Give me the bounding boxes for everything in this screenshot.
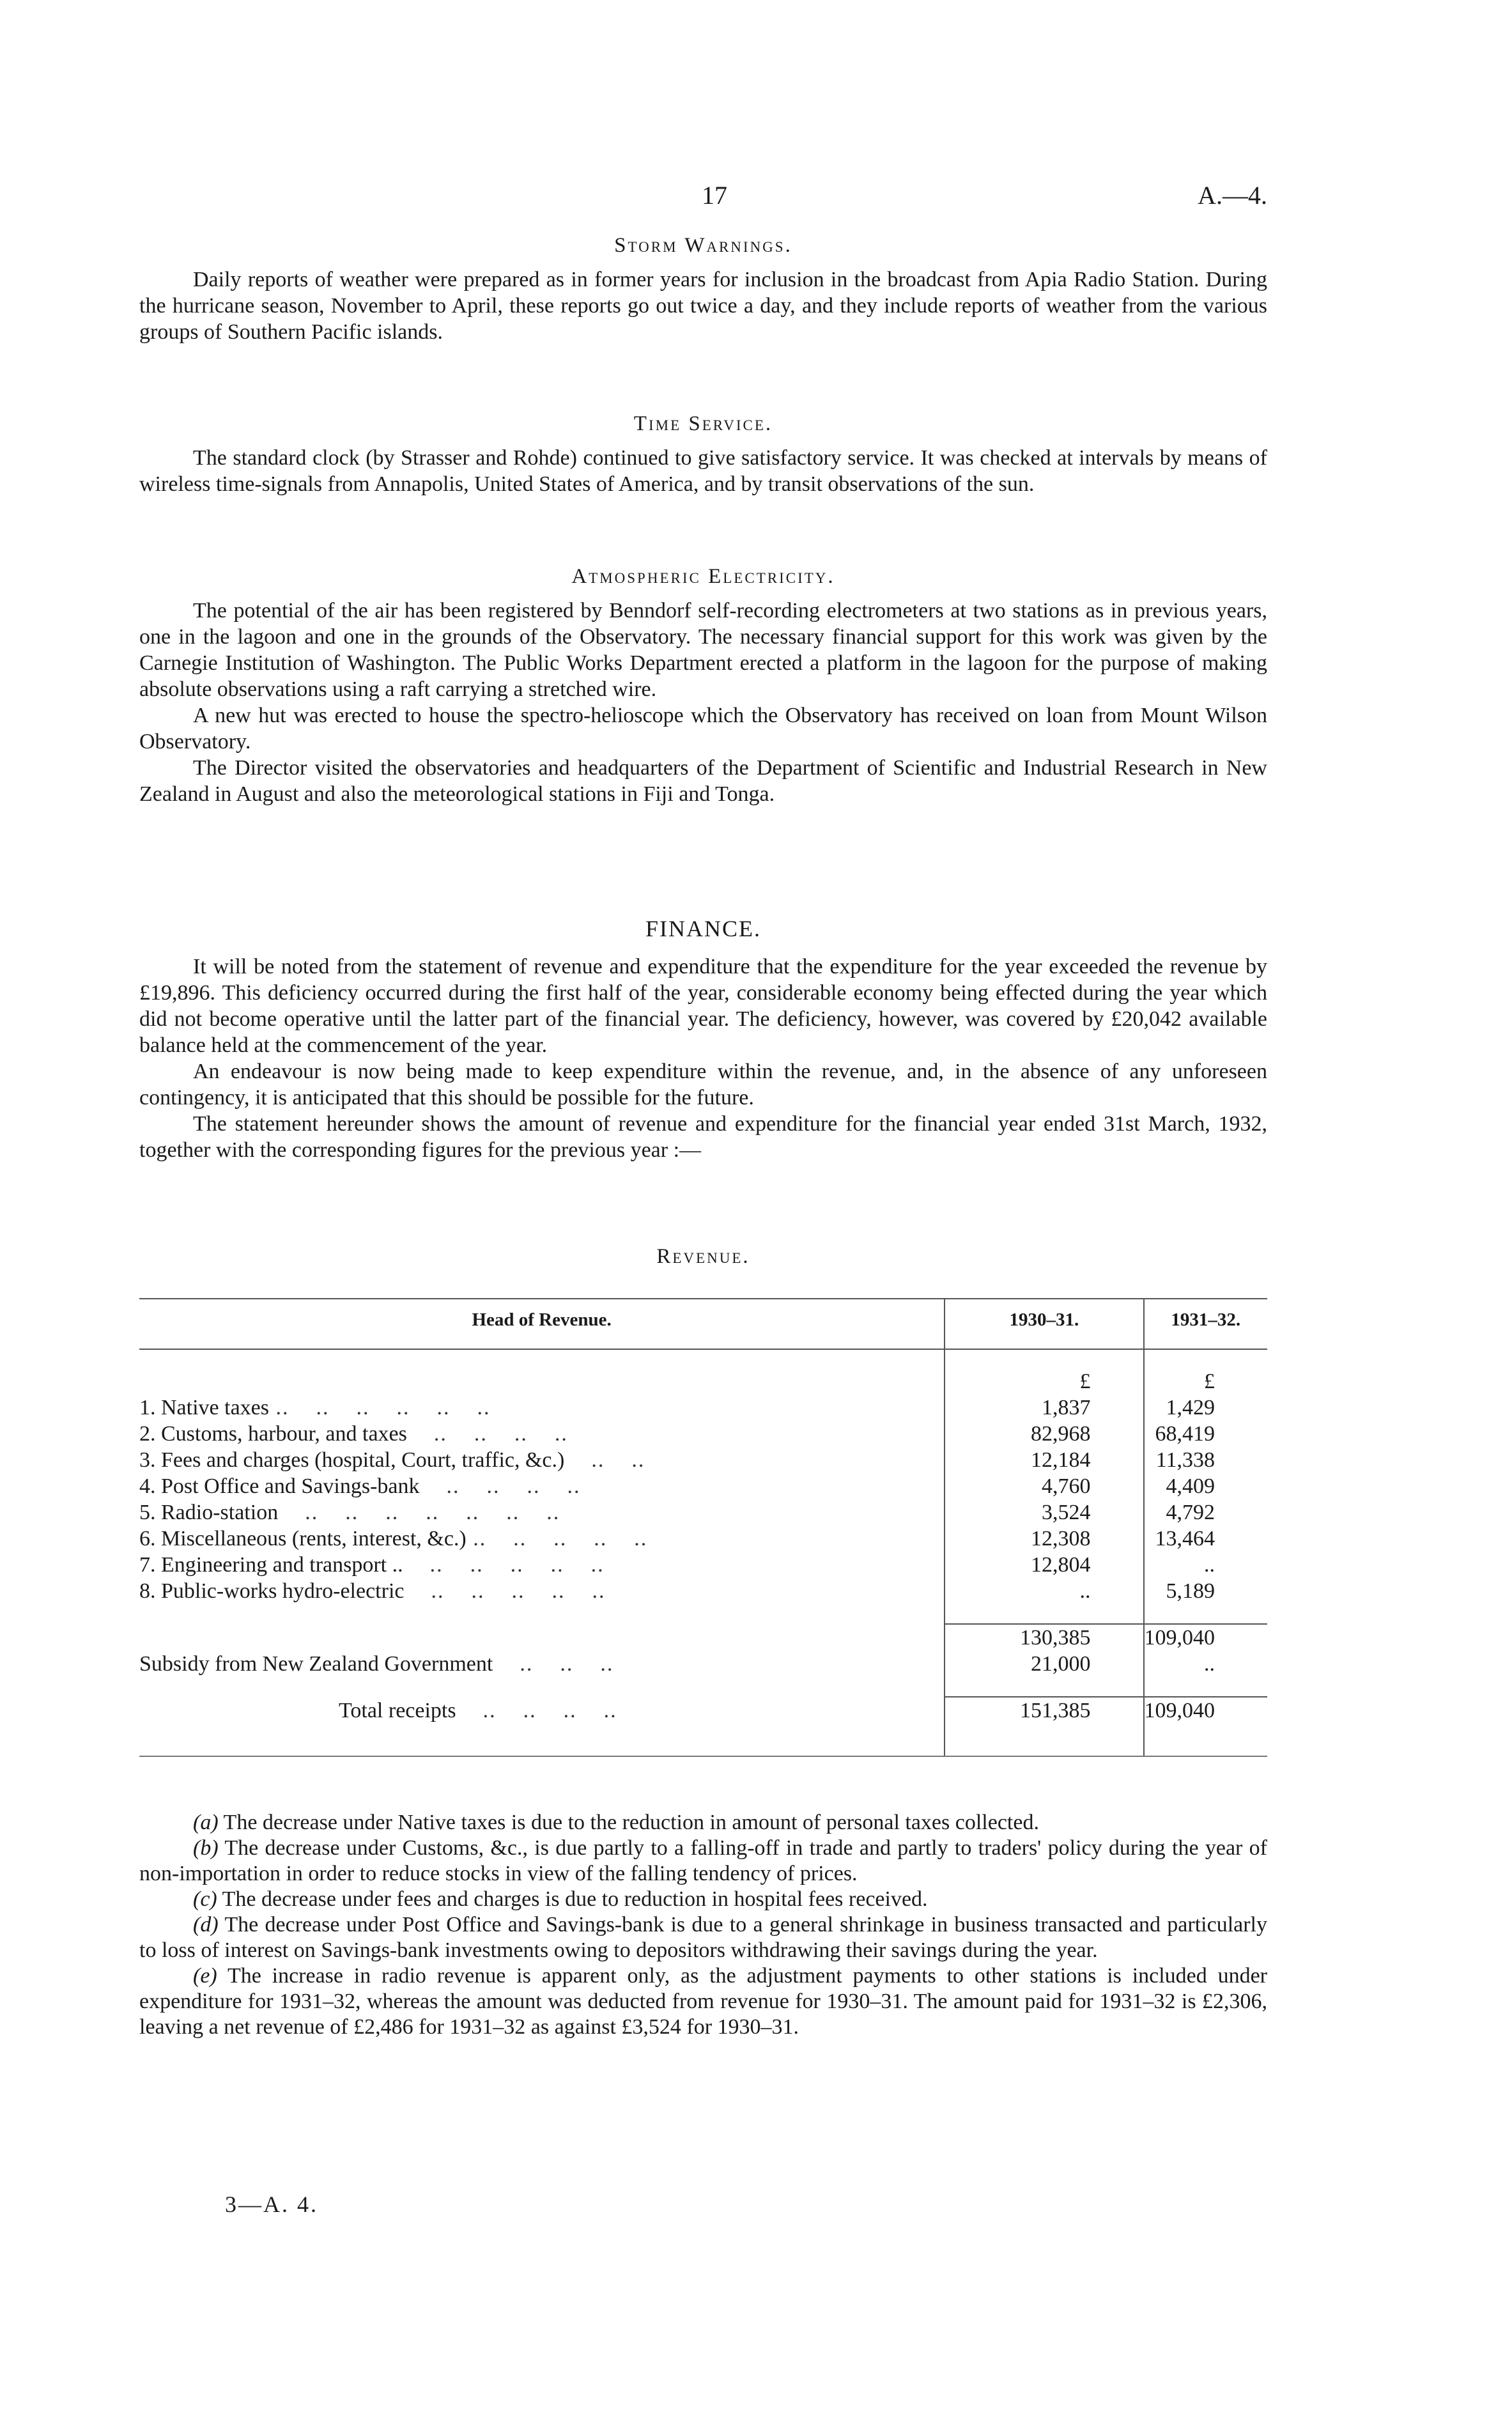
subtotal-1930-31: 130,385: [945, 1624, 1143, 1651]
spacer-row: [139, 1677, 1267, 1697]
footnote-mark: (a): [193, 1811, 219, 1834]
table-row: [139, 1473, 1267, 1499]
unit-label: £: [1144, 1349, 1268, 1395]
footnotes: [139, 1810, 1267, 2040]
cell-1930-31: 12,804: [945, 1552, 1143, 1578]
table-row: [139, 1395, 1267, 1421]
paragraph: The standard clock (by Strasser and Rohde) continued to give satisfactory service. It was checked at intervals by means of wireless time-signals from Annapolis, United States of America, and by transit observations of the sun.: [139, 446, 1267, 496]
footnote: (a) The decrease under Native taxes is due to the reduction in amount of personal taxes collected.: [193, 1811, 1039, 1834]
paragraph: A new hut was erected to house the spectro-helioscope which the Observatory has received on loan from Mount Wilson Observatory.: [139, 704, 1267, 754]
paragraph: The statement hereunder shows the amount of revenue and expenditure for the financial year ended 31st March, 1932, together with the corresponding figures for the previous year :—: [139, 1112, 1267, 1162]
row-label: Subsidy from New Zealand Government: [139, 1652, 493, 1676]
leader-dots: .. .. .. ..: [406, 1422, 568, 1446]
cell-1931-32: 11,338: [1144, 1447, 1268, 1473]
cell-1931-32: 4,409: [1144, 1473, 1268, 1499]
footnote: (b) The decrease under Customs, &c., is due partly to a falling-off in trade and partly to traders' policy during the year of non-importation in order to reduce stocks in view of the falling tendency of prices.: [139, 1836, 1267, 1885]
row-label: Total receipts: [339, 1698, 456, 1722]
footnote-mark: (c): [193, 1887, 217, 1911]
paragraph: An endeavour is now being made to keep expenditure within the revenue, and, in the absence of any unforeseen contingency, it is anticipated that this should be possible for the future.: [139, 1060, 1267, 1110]
table-header-row: [139, 1299, 1267, 1349]
signature-mark: 3—A. 4.: [225, 2192, 318, 2217]
footnote-mark: (d): [193, 1913, 219, 1937]
row-label: 4. Post Office and Savings-bank: [139, 1474, 420, 1498]
cell-1931-32: 4,792: [1144, 1499, 1268, 1526]
total-1931-32: 109,040: [1144, 1697, 1268, 1724]
footnote: (d) The decrease under Post Office and Savings-bank is due to a general shrinkage in business transacted and particularly to loss of interest on Savings-bank investments owing to depositors withdrawing their savings during the year.: [139, 1913, 1268, 1962]
row-label: 7. Engineering and transport ..: [139, 1553, 403, 1577]
unit-label: £: [945, 1349, 1143, 1395]
cell-1930-31: ..: [945, 1578, 1143, 1604]
leader-dots: .. .. .. ..: [456, 1698, 617, 1722]
cell-1930-31: 1,837: [945, 1395, 1143, 1421]
row-label: 6. Miscellaneous (rents, interest, &c.): [139, 1527, 467, 1550]
cell-1931-32: 68,419: [1144, 1421, 1268, 1447]
row-label: 8. Public-works hydro-electric: [139, 1579, 405, 1603]
leader-dots: .. .. .. ..: [419, 1474, 581, 1498]
storm-warnings-section: [139, 234, 1267, 345]
total-1930-31: 151,385: [945, 1697, 1143, 1724]
table-row: [139, 1447, 1267, 1473]
footnote: (e) The increase in radio revenue is apparent only, as the adjustment payments to other stations is included under expenditure for 1931–32, whereas the amount was deducted from revenue for 1930–31. The amount paid for 1931–32 is £2,306, leaving a net revenue of £2,486 for 1931–32 as against £3,524 for 1930–31.: [139, 1964, 1267, 2039]
leader-dots: .. ..: [564, 1448, 645, 1472]
spacer-row: [139, 1604, 1267, 1624]
finance-section: [139, 915, 1267, 1163]
cell-1930-31: 3,524: [945, 1499, 1143, 1526]
document-reference: A.—4.: [1198, 181, 1267, 210]
subsidy-row: [139, 1651, 1267, 1677]
leader-dots: .. .. .. .. ..: [404, 1579, 606, 1603]
leader-dots: .. .. ..: [493, 1652, 614, 1676]
cell-1931-32: 5,189: [1144, 1578, 1268, 1604]
cell-1931-32: ..: [1144, 1552, 1268, 1578]
table-row: [139, 1552, 1267, 1578]
paragraph: The Director visited the observatories and headquarters of the Department of Scientific and Industrial Research in New Zealand in August and also the meteorological stations in Fiji and Tonga.: [139, 756, 1267, 806]
leader-dots: .. .. .. .. ..: [403, 1553, 605, 1577]
table-title: Revenue.: [656, 1245, 750, 1268]
subtotal-1931-32: 109,040: [1144, 1624, 1268, 1651]
row-label: 5. Radio-station: [139, 1501, 279, 1524]
time-service-section: [139, 412, 1267, 497]
cell-1930-31: 12,184: [945, 1447, 1143, 1473]
subtotal-row: [139, 1624, 1267, 1651]
total-row: [139, 1697, 1267, 1724]
table-row: [139, 1499, 1267, 1526]
cell-1931-32: 1,429: [1144, 1395, 1268, 1421]
section-title: Time Service.: [633, 412, 773, 435]
section-title: Storm Warnings.: [614, 234, 792, 257]
leader-dots: .. .. .. .. ..: [466, 1527, 648, 1550]
cell-1930-31: 12,308: [945, 1526, 1143, 1552]
unit-row: [139, 1349, 1267, 1395]
cell-1930-31: 4,760: [945, 1473, 1143, 1499]
row-label: 2. Customs, harbour, and taxes: [139, 1422, 407, 1446]
cell-1930-31: 82,968: [945, 1421, 1143, 1447]
leader-dots: .. .. .. .. .. .. ..: [278, 1501, 560, 1524]
table-bottom-rule: [139, 1724, 1267, 1756]
page-number: 17: [702, 181, 727, 210]
subsidy-1930-31: 21,000: [945, 1651, 1143, 1677]
subsidy-1931-32: ..: [1144, 1651, 1268, 1677]
paragraph: It will be noted from the statement of revenue and expenditure that the expenditure for the year exceeded the revenue by £19,896. This deficiency occurred during the first half of the year, considerable economy being effected during the year which did not become operative until the latter part of the financial year. The deficiency, however, was covered by £20,042 available balance held at the commencement of the year.: [139, 955, 1267, 1057]
section-title: FINANCE.: [645, 916, 761, 941]
column-header: Head of Revenue.: [472, 1310, 612, 1330]
footnote-mark: (e): [193, 1964, 217, 1988]
atmospheric-electricity-section: [139, 565, 1267, 807]
leader-dots: .. .. .. .. .. ..: [269, 1396, 491, 1419]
paragraph: Daily reports of weather were prepared as in former years for inclusion in the broadcast from Apia Radio Station. During the hurricane season, November to April, these reports go out twice a day, and they include reports of weather from the various groups of Southern Pacific islands.: [139, 268, 1267, 344]
paragraph: The potential of the air has been registered by Benndorf self-recording electrometers at two stations as in previous years, one in the lagoon and one in the grounds of the Observatory. The necessary financial support for this work was given by the Carnegie Institution of Washington. The Public Works Department erected a platform in the lagoon for the purpose of making absolute observations using a raft carrying a stretched wire.: [139, 599, 1267, 701]
table-row: [139, 1578, 1267, 1604]
column-header: 1930–31.: [945, 1299, 1143, 1349]
table-row: [139, 1421, 1267, 1447]
revenue-section: [139, 1245, 1267, 1757]
row-label: 3. Fees and charges (hospital, Court, traffic, &c.): [139, 1448, 565, 1472]
row-label: 1. Native taxes: [139, 1396, 269, 1419]
footnote-mark: (b): [193, 1836, 219, 1860]
cell-1931-32: 13,464: [1144, 1526, 1268, 1552]
footnote: (c) The decrease under fees and charges is due to reduction in hospital fees received.: [193, 1887, 928, 1911]
section-title: Atmospheric Electricity.: [571, 565, 835, 588]
table-row: [139, 1526, 1267, 1552]
revenue-table: [139, 1298, 1267, 1757]
column-header: 1931–32.: [1144, 1299, 1268, 1349]
